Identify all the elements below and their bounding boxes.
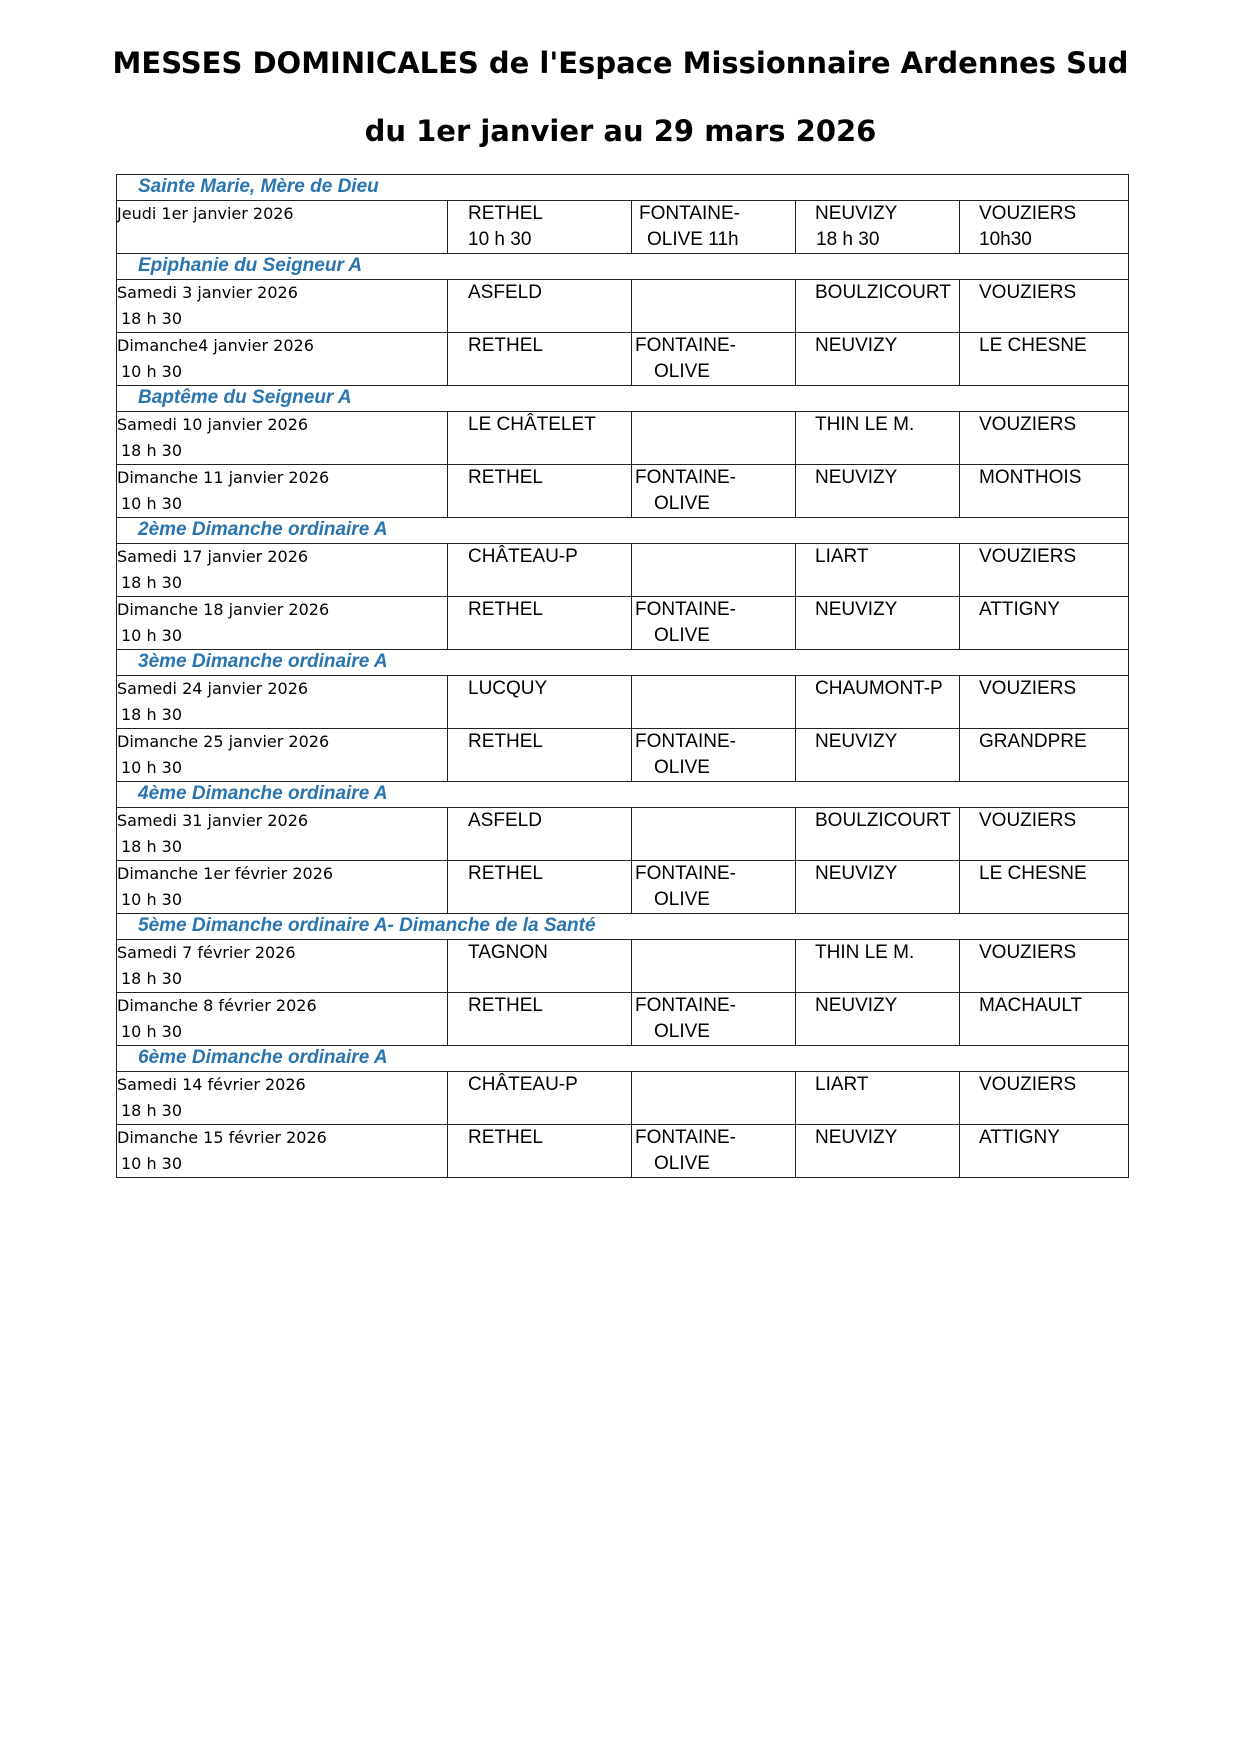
parish-cell	[632, 544, 796, 597]
feast-cell	[117, 650, 1129, 676]
date-cell	[117, 333, 448, 386]
parish-detail: 18 h 30	[816, 229, 880, 250]
parish-name: BOULZICOURT	[815, 810, 951, 831]
mass-time: 10 h 30	[121, 626, 183, 645]
parish-cell	[960, 333, 1129, 386]
parish-cell	[448, 729, 632, 782]
mass-date: Samedi 3 janvier 2026	[117, 283, 298, 302]
parish-name: RETHEL	[468, 203, 543, 224]
parish-cell	[796, 201, 960, 254]
mass-row	[117, 729, 1129, 782]
date-cell	[117, 993, 448, 1046]
mass-time: 18 h 30	[121, 441, 183, 460]
parish-cell	[448, 597, 632, 650]
parish-name: THIN LE M.	[815, 414, 915, 435]
date-cell	[117, 940, 448, 993]
mass-schedule-body	[117, 175, 1129, 1178]
parish-cell	[796, 597, 960, 650]
feast-cell	[117, 1046, 1129, 1072]
feast-cell	[117, 914, 1129, 940]
parish-name: NEUVIZY	[815, 863, 898, 884]
feast-row	[117, 518, 1129, 544]
mass-schedule-table	[116, 174, 1129, 1178]
parish-cell	[632, 201, 796, 254]
parish-name: LIART	[815, 546, 869, 567]
parish-cell	[448, 1072, 632, 1125]
mass-row	[117, 544, 1129, 597]
parish-cell	[796, 1072, 960, 1125]
parish-cell	[796, 280, 960, 333]
feast-label: Baptême du Seigneur A	[138, 387, 352, 408]
mass-row	[117, 676, 1129, 729]
parish-cell	[960, 280, 1129, 333]
mass-date: Samedi 7 février 2026	[117, 943, 296, 962]
parish-name: VOUZIERS	[979, 1074, 1077, 1095]
date-cell	[117, 465, 448, 518]
parish-cell	[796, 993, 960, 1046]
mass-time: 10 h 30	[121, 494, 183, 513]
mass-row	[117, 808, 1129, 861]
parish-cell	[448, 676, 632, 729]
date-cell	[117, 412, 448, 465]
feast-label: Epiphanie du Seigneur A	[138, 255, 363, 276]
parish-detail: OLIVE	[654, 1153, 710, 1174]
feast-label: 4ème Dimanche ordinaire A	[138, 783, 388, 804]
parish-cell	[960, 1072, 1129, 1125]
parish-name: NEUVIZY	[815, 731, 898, 752]
feast-cell	[117, 386, 1129, 412]
parish-cell	[960, 544, 1129, 597]
feast-cell	[117, 782, 1129, 808]
parish-cell	[448, 333, 632, 386]
parish-name: RETHEL	[468, 335, 543, 356]
feast-row	[117, 1046, 1129, 1072]
parish-cell	[632, 729, 796, 782]
parish-name: ATTIGNY	[979, 1127, 1060, 1148]
mass-time: 18 h 30	[121, 837, 183, 856]
parish-cell	[960, 201, 1129, 254]
parish-cell	[960, 1125, 1129, 1178]
parish-detail: OLIVE	[654, 889, 710, 910]
mass-row	[117, 412, 1129, 465]
mass-date: Samedi 31 janvier 2026	[117, 811, 309, 830]
feast-cell	[117, 175, 1129, 201]
mass-date: Jeudi 1er janvier 2026	[117, 204, 294, 223]
parish-name: VOUZIERS	[979, 678, 1077, 699]
parish-name: MACHAULT	[979, 995, 1083, 1016]
parish-name: ATTIGNY	[979, 599, 1060, 620]
parish-cell	[960, 597, 1129, 650]
mass-date: Dimanche 1er février 2026	[117, 864, 334, 883]
mass-time: 10 h 30	[121, 758, 183, 777]
parish-name: VOUZIERS	[979, 546, 1077, 567]
feast-label: Sainte Marie, Mère de Dieu	[138, 176, 379, 197]
parish-cell	[448, 808, 632, 861]
parish-name: VOUZIERS	[979, 282, 1077, 303]
parish-name: RETHEL	[468, 731, 543, 752]
mass-time: 18 h 30	[121, 969, 183, 988]
feast-cell	[117, 254, 1129, 280]
parish-cell	[960, 412, 1129, 465]
parish-cell	[960, 808, 1129, 861]
parish-cell	[448, 993, 632, 1046]
parish-name: LUCQUY	[468, 678, 548, 699]
feast-cell	[117, 518, 1129, 544]
parish-name: NEUVIZY	[815, 467, 898, 488]
parish-name: TAGNON	[468, 942, 548, 963]
parish-cell	[796, 465, 960, 518]
mass-row	[117, 993, 1129, 1046]
parish-name: NEUVIZY	[815, 995, 898, 1016]
mass-time: 18 h 30	[121, 309, 183, 328]
mass-date: Dimanche4 janvier 2026	[117, 336, 314, 355]
mass-row	[117, 597, 1129, 650]
parish-name: RETHEL	[468, 995, 543, 1016]
parish-name: FONTAINE-	[635, 335, 736, 356]
parish-name: ASFELD	[468, 810, 542, 831]
parish-cell	[632, 676, 796, 729]
date-cell	[117, 729, 448, 782]
parish-name: CHÂTEAU-P	[468, 546, 578, 567]
parish-name: ASFELD	[468, 282, 542, 303]
mass-date: Dimanche 15 février 2026	[117, 1128, 327, 1147]
parish-name: NEUVIZY	[815, 1127, 898, 1148]
parish-name: FONTAINE-	[639, 203, 740, 224]
feast-label: 5ème Dimanche ordinaire A- Dimanche de la Santé	[138, 915, 596, 936]
parish-detail: OLIVE	[654, 493, 710, 514]
parish-cell	[796, 544, 960, 597]
parish-cell	[448, 861, 632, 914]
parish-name: RETHEL	[468, 599, 543, 620]
parish-name: FONTAINE-	[635, 995, 736, 1016]
date-cell	[117, 280, 448, 333]
parish-name: BOULZICOURT	[815, 282, 951, 303]
parish-cell	[796, 940, 960, 993]
mass-row	[117, 465, 1129, 518]
parish-cell	[960, 465, 1129, 518]
feast-row	[117, 175, 1129, 201]
mass-time: 18 h 30	[121, 573, 183, 592]
date-cell	[117, 676, 448, 729]
parish-cell	[960, 993, 1129, 1046]
parish-name: CHÂTEAU-P	[468, 1074, 578, 1095]
parish-name: LE CHESNE	[979, 335, 1087, 356]
parish-cell	[632, 597, 796, 650]
mass-time: 18 h 30	[121, 705, 183, 724]
parish-name: FONTAINE-	[635, 467, 736, 488]
parish-name: FONTAINE-	[635, 731, 736, 752]
document-title: MESSES DOMINICALES de l'Espace Missionnaire Ardennes Sud	[112, 46, 1129, 80]
feast-row	[117, 386, 1129, 412]
date-cell	[117, 201, 448, 254]
parish-name: LE CHESNE	[979, 863, 1087, 884]
parish-detail: OLIVE	[654, 625, 710, 646]
parish-name: CHAUMONT-P	[815, 678, 943, 699]
mass-row	[117, 861, 1129, 914]
mass-date: Dimanche 8 février 2026	[117, 996, 317, 1015]
mass-time: 10 h 30	[121, 362, 183, 381]
parish-cell	[796, 729, 960, 782]
date-cell	[117, 597, 448, 650]
parish-name: RETHEL	[468, 863, 543, 884]
parish-cell	[632, 280, 796, 333]
mass-date: Dimanche 18 janvier 2026	[117, 600, 330, 619]
parish-cell	[632, 1072, 796, 1125]
mass-row	[117, 280, 1129, 333]
date-cell	[117, 1125, 448, 1178]
parish-name: GRANDPRE	[979, 731, 1087, 752]
mass-date: Samedi 17 janvier 2026	[117, 547, 309, 566]
mass-row	[117, 333, 1129, 386]
parish-cell	[632, 993, 796, 1046]
parish-cell	[796, 676, 960, 729]
parish-detail: OLIVE 11h	[647, 229, 739, 250]
parish-name: NEUVIZY	[815, 599, 898, 620]
parish-cell	[448, 412, 632, 465]
date-cell	[117, 544, 448, 597]
parish-cell	[960, 940, 1129, 993]
parish-name: VOUZIERS	[979, 942, 1077, 963]
feast-row	[117, 914, 1129, 940]
parish-cell	[632, 1125, 796, 1178]
parish-cell	[448, 544, 632, 597]
parish-name: THIN LE M.	[815, 942, 915, 963]
parish-cell	[960, 676, 1129, 729]
parish-cell	[796, 1125, 960, 1178]
parish-name: RETHEL	[468, 1127, 543, 1148]
parish-name: FONTAINE-	[635, 1127, 736, 1148]
parish-name: NEUVIZY	[815, 335, 898, 356]
parish-cell	[632, 465, 796, 518]
mass-date: Dimanche 11 janvier 2026	[117, 468, 330, 487]
date-cell	[117, 808, 448, 861]
date-cell	[117, 861, 448, 914]
parish-cell	[796, 333, 960, 386]
parish-cell	[796, 808, 960, 861]
parish-cell	[448, 280, 632, 333]
parish-name: LE CHÂTELET	[468, 414, 596, 435]
parish-cell	[632, 412, 796, 465]
parish-detail: OLIVE	[654, 757, 710, 778]
parish-cell	[448, 201, 632, 254]
parish-cell	[796, 412, 960, 465]
document-subtitle: du 1er janvier au 29 mars 2026	[364, 114, 877, 148]
parish-name: LIART	[815, 1074, 869, 1095]
parish-cell	[960, 729, 1129, 782]
mass-date: Dimanche 25 janvier 2026	[117, 732, 330, 751]
parish-detail: OLIVE	[654, 1021, 710, 1042]
parish-cell	[448, 1125, 632, 1178]
feast-label: 2ème Dimanche ordinaire A	[138, 519, 388, 540]
parish-cell	[632, 861, 796, 914]
feast-row	[117, 254, 1129, 280]
parish-name: VOUZIERS	[979, 203, 1077, 224]
mass-date: Samedi 24 janvier 2026	[117, 679, 309, 698]
parish-detail: 10 h 30	[468, 229, 532, 250]
mass-time: 10 h 30	[121, 1022, 183, 1041]
mass-time: 10 h 30	[121, 1154, 183, 1173]
parish-cell	[632, 333, 796, 386]
mass-row	[117, 940, 1129, 993]
feast-row	[117, 782, 1129, 808]
parish-name: VOUZIERS	[979, 414, 1077, 435]
mass-time: 18 h 30	[121, 1101, 183, 1120]
feast-row	[117, 650, 1129, 676]
parish-detail: OLIVE	[654, 361, 710, 382]
parish-cell	[448, 465, 632, 518]
parish-cell	[960, 861, 1129, 914]
parish-name: FONTAINE-	[635, 599, 736, 620]
mass-row	[117, 1072, 1129, 1125]
mass-row	[117, 1125, 1129, 1178]
mass-date: Samedi 14 février 2026	[117, 1075, 306, 1094]
parish-name: RETHEL	[468, 467, 543, 488]
mass-time: 10 h 30	[121, 890, 183, 909]
parish-cell	[632, 808, 796, 861]
parish-cell	[448, 940, 632, 993]
parish-cell	[632, 940, 796, 993]
feast-label: 6ème Dimanche ordinaire A	[138, 1047, 388, 1068]
mass-date: Samedi 10 janvier 2026	[117, 415, 309, 434]
parish-name: NEUVIZY	[815, 203, 898, 224]
parish-cell	[796, 861, 960, 914]
feast-label: 3ème Dimanche ordinaire A	[138, 651, 388, 672]
parish-name: VOUZIERS	[979, 810, 1077, 831]
parish-name: FONTAINE-	[635, 863, 736, 884]
parish-detail: 10h30	[979, 229, 1032, 250]
parish-name: MONTHOIS	[979, 467, 1082, 488]
date-cell	[117, 1072, 448, 1125]
mass-row	[117, 201, 1129, 254]
